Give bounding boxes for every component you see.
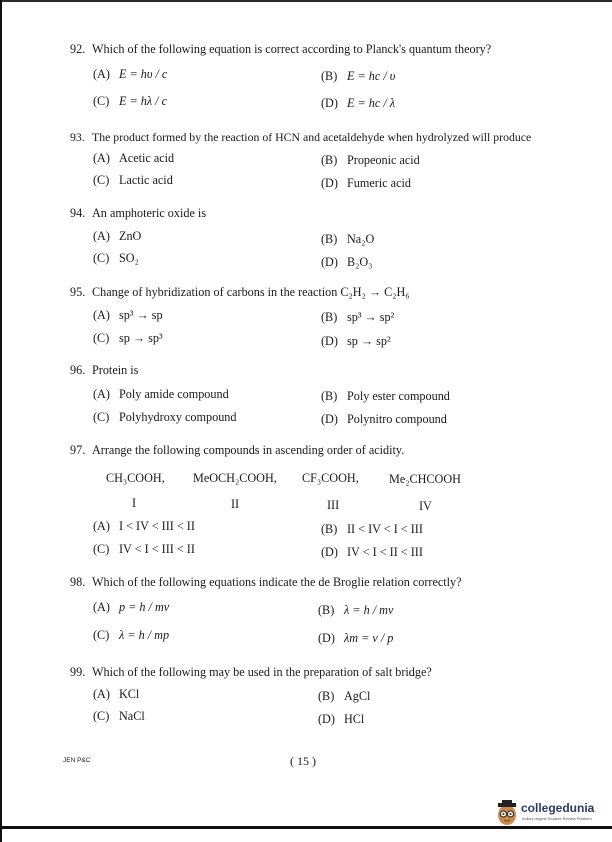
roman-1: I — [132, 496, 137, 510]
option-92-d[interactable] — [321, 96, 395, 111]
option-text: sp → sp³ — [119, 331, 163, 345]
option-label: (D) — [321, 176, 338, 190]
option-94-c[interactable] — [93, 251, 139, 266]
question-number: 98. — [70, 575, 86, 589]
option-text: E = hc / λ — [347, 96, 396, 110]
option-text: I < IV < III < II — [119, 519, 195, 533]
option-label: (B) — [321, 69, 338, 83]
option-92-c[interactable] — [93, 94, 167, 109]
option-text: IV < I < II < III — [347, 545, 423, 559]
option-97-d[interactable] — [321, 545, 423, 560]
option-label: (A) — [93, 600, 110, 614]
option-text: HCl — [344, 712, 365, 726]
brand-tagline: India's largest Student Review Platform — [522, 816, 592, 821]
option-93-c[interactable] — [93, 173, 173, 188]
option-label: (B) — [318, 603, 335, 617]
option-text: SO₂ — [119, 251, 139, 265]
question-text: An amphoteric oxide is — [92, 206, 207, 220]
option-text: Polyhydroxy compound — [119, 410, 237, 424]
page-top-edge — [0, 0, 612, 2]
question-94 — [70, 206, 206, 221]
option-label: (C) — [93, 331, 110, 345]
option-97-c[interactable] — [93, 542, 195, 557]
option-label: (B) — [321, 153, 338, 167]
option-text: Polynitro compound — [347, 412, 447, 426]
option-label: (D) — [321, 545, 338, 559]
option-text: ZnO — [119, 229, 142, 243]
option-label: (D) — [321, 334, 338, 348]
option-95-c[interactable] — [93, 331, 163, 346]
option-label: (C) — [93, 628, 110, 642]
option-label: (A) — [93, 519, 110, 533]
option-94-b[interactable] — [321, 232, 374, 247]
option-text: sp → sp² — [347, 334, 391, 348]
option-label: (A) — [93, 308, 110, 322]
question-text: Protein is — [92, 363, 139, 377]
question-92 — [70, 42, 491, 57]
option-label: (A) — [93, 687, 110, 701]
option-text: E = hυ / c — [119, 67, 168, 81]
question-text: Change of hybridization of carbons in the reaction C₂H₂ → C₂H₆ — [92, 285, 410, 299]
option-98-c[interactable] — [93, 628, 169, 643]
option-text: NaCl — [119, 709, 145, 723]
option-text: IV < I < III < II — [119, 542, 195, 556]
option-label: (C) — [93, 542, 110, 556]
option-92-b[interactable] — [321, 69, 395, 84]
option-label: (C) — [93, 94, 110, 108]
option-label: (B) — [321, 310, 338, 324]
option-98-a[interactable] — [93, 600, 169, 615]
option-text: sp³ → sp — [119, 308, 163, 322]
option-label: (C) — [93, 709, 110, 723]
option-99-a[interactable] — [93, 687, 139, 702]
option-93-b[interactable] — [321, 153, 420, 168]
option-text: λ = h / mv — [344, 603, 394, 617]
option-label: (C) — [93, 251, 110, 265]
question-number: 97. — [70, 443, 86, 457]
question-text: Which of the following equations indicate the de Broglie relation correctly? — [92, 575, 462, 589]
option-text: KCl — [119, 687, 140, 701]
option-95-d[interactable] — [321, 334, 391, 349]
question-number: 94. — [70, 206, 86, 220]
brand-name: collegedunia — [521, 801, 595, 815]
option-96-a[interactable] — [93, 387, 229, 402]
question-number: 95. — [70, 285, 86, 299]
roman-2: II — [231, 497, 240, 511]
option-98-b[interactable] — [318, 603, 393, 618]
question-96 — [70, 363, 138, 378]
option-93-a[interactable] — [93, 151, 174, 166]
option-label: (A) — [93, 151, 110, 165]
option-label: (B) — [321, 389, 338, 403]
option-text: Poly amide compound — [119, 387, 229, 401]
question-text: Which of the following equation is correct according to Planck's quantum theory? — [92, 42, 492, 56]
page-number: ( 15 ) — [290, 754, 316, 768]
option-99-d[interactable] — [318, 712, 364, 727]
option-96-d[interactable] — [321, 412, 447, 427]
option-99-c[interactable] — [93, 709, 145, 724]
compound-3: CF₃COOH, — [302, 471, 359, 485]
option-text: AgCl — [344, 689, 371, 703]
option-text: Acetic acid — [119, 151, 175, 165]
question-text: The product formed by the reaction of HCN and acetaldehyde when hydrolyzed will produce — [92, 130, 532, 144]
question-93 — [70, 130, 531, 145]
option-94-a[interactable] — [93, 229, 141, 244]
option-96-b[interactable] — [321, 389, 450, 404]
option-text: Na₂O — [347, 232, 375, 246]
option-text: Propeonic acid — [347, 153, 420, 167]
option-text: E = hc / υ — [347, 69, 396, 83]
option-label: (B) — [321, 232, 338, 246]
option-96-c[interactable] — [93, 410, 236, 425]
question-98 — [70, 575, 462, 590]
option-99-b[interactable] — [318, 689, 370, 704]
option-text: λm = v / p — [344, 631, 394, 645]
option-93-d[interactable] — [321, 176, 411, 191]
question-text: Which of the following may be used in the preparation of salt bridge? — [92, 665, 432, 679]
roman-3: III — [327, 498, 340, 512]
option-label: (B) — [321, 522, 338, 536]
option-95-a[interactable] — [93, 308, 163, 323]
option-92-a[interactable] — [93, 67, 167, 82]
bottom-rule — [0, 826, 612, 829]
compound-4: Me₂CHCOOH — [389, 472, 461, 486]
option-text: B₂O₃ — [347, 255, 373, 269]
compound-1: CH₃COOH, — [106, 471, 165, 485]
option-label: (D) — [321, 96, 338, 110]
option-label: (A) — [93, 229, 110, 243]
question-number: 93. — [70, 130, 85, 144]
page-left-edge — [0, 0, 2, 842]
option-label: (A) — [93, 387, 110, 401]
question-text: Arrange the following compounds in ascending order of acidity. — [92, 443, 405, 457]
option-97-a[interactable] — [93, 519, 195, 534]
option-text: p = h / mv — [119, 600, 170, 614]
option-label: (D) — [321, 412, 338, 426]
option-text: Lactic acid — [119, 173, 173, 187]
compound-2: MeOCH₂COOH, — [193, 471, 277, 485]
option-label: (D) — [321, 255, 338, 269]
option-text: E = hλ / c — [119, 94, 168, 108]
option-text: sp³ → sp² — [347, 310, 395, 324]
option-94-d[interactable] — [321, 255, 372, 270]
question-99 — [70, 665, 432, 680]
option-95-b[interactable] — [321, 310, 394, 325]
option-text: II < IV < I < III — [347, 522, 423, 536]
option-text: Poly ester compound — [347, 389, 450, 403]
option-text: Fumeric acid — [347, 176, 411, 190]
option-label: (B) — [318, 689, 335, 703]
option-label: (D) — [318, 712, 335, 726]
question-number: 92. — [70, 42, 86, 56]
option-97-b[interactable] — [321, 522, 423, 537]
roman-4: IV — [419, 499, 432, 513]
question-95 — [70, 285, 410, 300]
question-97 — [70, 443, 404, 458]
option-label: (C) — [93, 410, 110, 424]
question-number: 96. — [70, 363, 86, 377]
option-text: λ = h / mp — [119, 628, 170, 642]
mascot-icon — [495, 800, 519, 826]
footer-code: JEN P&C — [63, 757, 91, 764]
option-label: (C) — [93, 173, 110, 187]
option-label: (A) — [93, 67, 110, 81]
option-label: (D) — [318, 631, 335, 645]
question-number: 99. — [70, 665, 86, 679]
option-98-d[interactable] — [318, 631, 393, 646]
